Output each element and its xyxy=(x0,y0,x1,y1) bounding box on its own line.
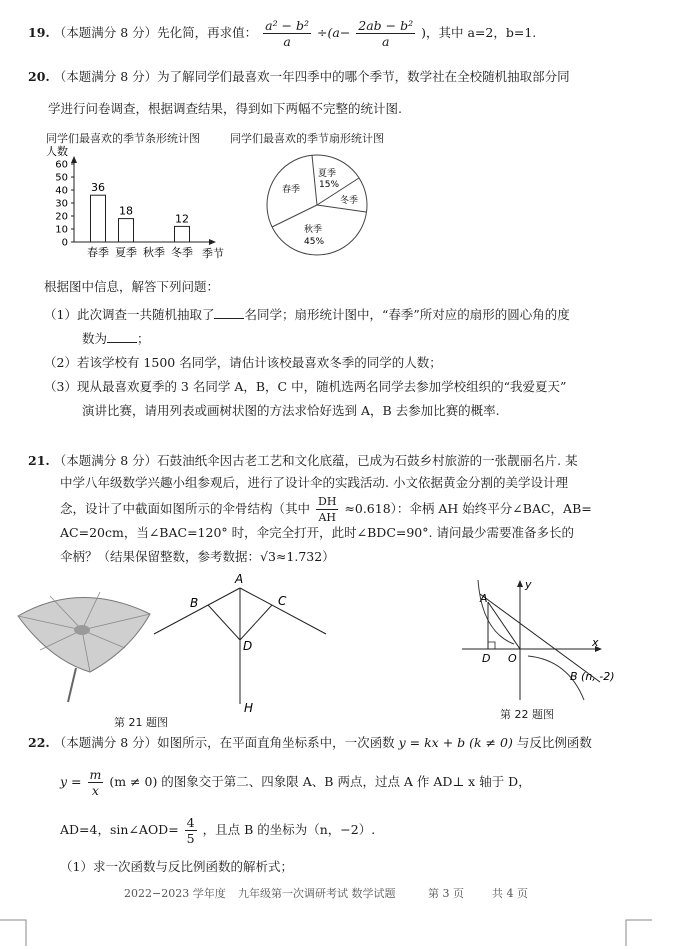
q21-line-3 xyxy=(60,494,592,522)
q19-frac2-den: a xyxy=(381,34,390,49)
q22-diagram xyxy=(458,574,638,704)
bar-category-label: 春季 xyxy=(87,246,109,259)
bar xyxy=(175,226,190,242)
label-B: B xyxy=(190,596,199,610)
q21-text-3a: 念，设计了中截面如图所示的伞骨结构（其中 xyxy=(60,501,311,516)
q22-line-2 xyxy=(60,764,531,800)
q22-linear-function: y = kx + b (k ≠ 0) xyxy=(398,735,513,750)
q22-sin-fraction xyxy=(185,815,197,846)
hyperbola-branch-2 xyxy=(478,580,514,644)
q20-line-1 xyxy=(28,68,570,86)
bar-chart-title: 同学们最喜欢的季节条形统计图 xyxy=(46,132,200,145)
bar-y-tick-label: 40 xyxy=(55,185,68,197)
label-D: D xyxy=(243,639,253,653)
bar-y-axis-arrow xyxy=(71,156,77,163)
umbrella-handle xyxy=(68,668,76,702)
pie-divider-1 xyxy=(312,155,317,205)
bar-y-tick-label: 0 xyxy=(61,237,68,249)
pie-chart xyxy=(262,150,372,260)
bar-y-tick-label: 30 xyxy=(55,198,68,210)
q19-number: 19. xyxy=(28,25,50,40)
corner-mark-left xyxy=(0,918,30,948)
label-C: C xyxy=(278,594,287,608)
q20-part-2: （2）若该学校有 1500 名同学，请估计该校最喜欢冬季的同学的人数； xyxy=(44,355,442,370)
q19-head: （本题满分 8 分）先化简，再求值： xyxy=(53,25,258,40)
q20-part-1 xyxy=(44,306,570,324)
q22-text-2a: y = xyxy=(60,774,82,789)
bar-y-tick-label: 20 xyxy=(55,211,68,223)
q21-ratio-fraction xyxy=(316,494,338,525)
bar-value-label: 36 xyxy=(91,181,105,195)
q22-text-1c: 与反比例函数 xyxy=(516,735,592,750)
q22-frac2-num: 4 xyxy=(186,815,195,830)
pie-label-spring: 春季 xyxy=(282,185,301,195)
q22-part-1: （1）求一次函数与反比例函数的解析式； xyxy=(60,859,293,874)
bar-y-axis-label: 人数 xyxy=(46,145,68,158)
q21-ratio-den: AH xyxy=(318,511,336,524)
bar-y-tick-label: 50 xyxy=(55,172,68,184)
answer-blank-1[interactable] xyxy=(214,306,244,319)
q21-text-3b: ≈0.618）：伞柄 AH 始终平分∠BAC，AB= xyxy=(344,501,592,516)
label-H: H xyxy=(244,701,254,715)
corner-mark-right xyxy=(622,918,652,948)
q20-number: 20. xyxy=(28,69,50,84)
q21-line-1 xyxy=(28,452,578,470)
q22-frac-den: x xyxy=(91,783,99,798)
q19-frac2-num: 2ab − b² xyxy=(358,18,414,33)
q22-line-1 xyxy=(28,734,592,752)
q22-frac2-den: 5 xyxy=(186,831,195,846)
q22-inverse-fraction xyxy=(88,767,104,798)
q21-line-4: AC=20cm，当∠BAC=120° 时，伞完全打开，此时∠BDC=90°. 请问最少需要准备多长的 xyxy=(60,525,574,540)
q20-part-3-cont: 演讲比赛，请用列表或画树状图的方法求恰好选到 A，B 去参加比赛的概率. xyxy=(82,403,500,418)
bar-category-label: 夏季 xyxy=(115,246,137,259)
q21-line-2: 中学八年级数学兴趣小组参观后，进行了设计伞的实践活动. 小文依据黄金分割的美学设计理 xyxy=(60,475,568,490)
bar xyxy=(91,195,106,242)
q22-label-y: y xyxy=(525,578,532,591)
q22-frac-num: m xyxy=(89,767,102,782)
q20-prompt: 根据图中信息，解答下列问题： xyxy=(44,279,220,294)
q19-frac1-num: a² − b² xyxy=(265,18,310,33)
q21-figure-caption: 第 21 题图 xyxy=(114,716,168,729)
bar-category-label: 冬季 xyxy=(171,246,193,259)
q20-text-1: （本题满分 8 分）为了解同学们最喜欢一年四季中的哪个季节，数学社在全校随机抽取部分同 xyxy=(53,69,570,84)
q21-diagram xyxy=(150,572,350,720)
pie-divider-4 xyxy=(272,205,317,227)
bar-x-axis-arrow xyxy=(209,239,216,245)
pie-chart-title: 同学们最喜欢的季节扇形统计图 xyxy=(230,132,384,145)
q20-part-1c: 数为 xyxy=(82,331,108,346)
bar-x-axis-label: 季节 xyxy=(202,247,224,260)
q19-fraction-2 xyxy=(356,18,415,49)
strut-BD xyxy=(208,605,240,640)
q20-part-3: （3）现从最喜欢夏季的 3 名同学 A，B，C 中，随机选两名同学去参加学校组织的“我爱夏天” xyxy=(44,379,567,394)
q19-tail: )，其中 a=2，b=1. xyxy=(421,25,537,40)
q22-text-2b: (m ≠ 0) 的图象交于第二、四象限 A、B 两点，过点 A 作 AD⊥ x 轴于 D， xyxy=(109,774,531,789)
bar-category-label: 秋季 xyxy=(143,246,165,259)
q21-number: 21. xyxy=(28,453,50,468)
bar-y-tick-label: 60 xyxy=(55,159,68,171)
q22-number: 22. xyxy=(28,735,50,750)
q21-line-5: 伞柄？（结果保留整数，参考数据：√3≈1.732） xyxy=(60,549,335,564)
q22-text-3b: ，且点 B 的坐标为（n，−2）. xyxy=(202,822,376,837)
y-axis-arrow xyxy=(517,580,523,587)
q21-ratio-num: DH xyxy=(318,495,337,508)
line-AB xyxy=(480,594,600,682)
pie-divider-3 xyxy=(317,205,366,212)
q19-frac1-den: a xyxy=(283,34,291,49)
footer-year: 2022−2023 学年度 xyxy=(124,887,226,900)
q22-figure-caption: 第 22 题图 xyxy=(500,708,554,721)
q22-line-3 xyxy=(60,812,375,848)
footer-total: 共 4 页 xyxy=(492,887,528,900)
footer-page: 第 3 页 xyxy=(428,887,464,900)
pie-value-autumn: 45% xyxy=(304,237,325,247)
umbrella-hub xyxy=(74,625,90,635)
bar-y-tick-label: 10 xyxy=(55,224,68,236)
q20-line-2: 学进行问卷调查，根据调查结果，得到如下两幅不完整的统计图. xyxy=(48,101,402,116)
strut-CD xyxy=(240,605,272,640)
q20-part-1a: （1）此次调查一共随机抽取了 xyxy=(44,307,215,322)
pie-value-summer: 15% xyxy=(319,180,340,190)
q22-text-1a: （本题满分 8 分）如图所示，在平面直角坐标系中，一次函数 xyxy=(53,735,395,750)
answer-blank-2[interactable] xyxy=(107,330,137,343)
q22-label-B: B (n, -2) xyxy=(570,670,615,683)
bar-chart xyxy=(40,142,230,262)
footer-exam: 九年级第一次调研考试 数学试题 xyxy=(238,887,396,900)
bar xyxy=(119,219,134,242)
q20-part-1-cont xyxy=(82,330,150,348)
pie-label-winter: 冬季 xyxy=(340,196,359,206)
q21-text-1: （本题满分 8 分）石鼓油纸伞因古老工艺和文化底蕴，已成为石鼓乡村旅游的一张靓丽名片. 某 xyxy=(53,453,578,468)
q19-operator: ÷(a− xyxy=(317,25,351,40)
q19-fraction-1 xyxy=(263,18,311,49)
q20-part-1d: ； xyxy=(137,331,150,346)
pie-label-autumn: 秋季 xyxy=(304,225,323,235)
umbrella-photo xyxy=(10,580,160,710)
q22-text-3a: AD=4，sin∠AOD= xyxy=(60,822,179,837)
rib-left-AB xyxy=(154,588,240,634)
q22-label-x: x xyxy=(592,636,599,649)
right-angle-mark xyxy=(488,642,495,649)
bar-value-label: 18 xyxy=(119,204,133,218)
q22-label-D: D xyxy=(482,652,491,665)
pie-label-summer: 夏季 xyxy=(318,169,337,179)
q22-label-O: O xyxy=(508,652,517,665)
q22-label-A: A xyxy=(480,592,488,605)
q19-line xyxy=(28,18,536,48)
label-A: A xyxy=(235,572,244,586)
bar-value-label: 12 xyxy=(175,212,189,226)
q20-part-1b: 名同学；扇形统计图中，“春季”所对应的扇形的圆心角的度 xyxy=(244,307,570,322)
